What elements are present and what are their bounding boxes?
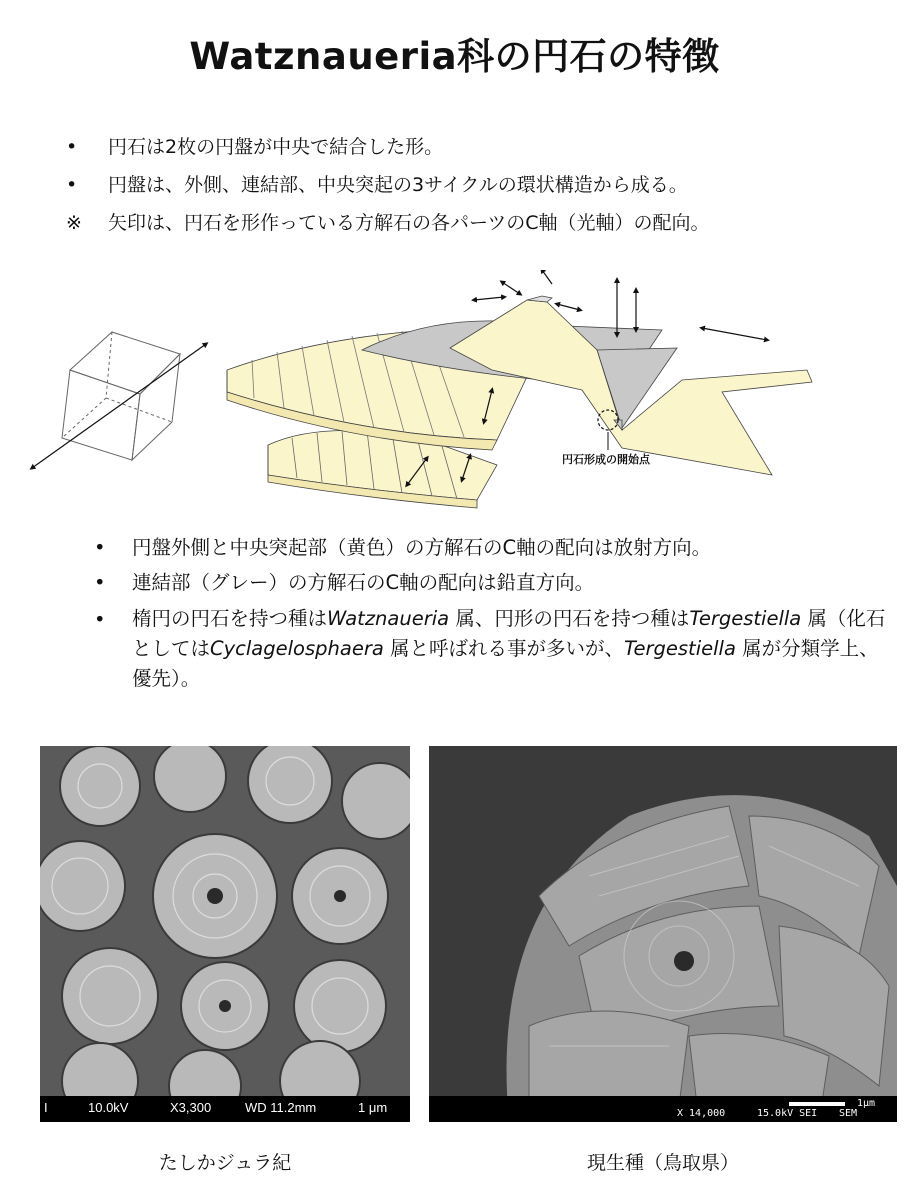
sem-info-text: X3,300: [170, 1100, 212, 1115]
text-segment: 属が分類学上、優先）。: [132, 637, 879, 690]
bullet: •: [94, 608, 106, 631]
page-title: Watznaueria科の円石の特徴: [189, 35, 720, 78]
list-item-text: 連結部（グレー）の方解石のC軸の配向は鉛直方向。: [132, 571, 595, 594]
text-segment: 楕円の円石を持つ種は: [132, 607, 328, 630]
list-item: [88, 565, 888, 600]
calcite-crystal-icon: [62, 332, 180, 460]
list-item: [60, 166, 900, 204]
genus-name: Tergestiella: [624, 637, 736, 660]
text-segment: 属（化石としては: [132, 607, 886, 660]
list-item: [60, 128, 900, 166]
genus-name: Watznaueria: [327, 607, 450, 630]
list-item-text: [132, 602, 888, 694]
bullet: •: [94, 536, 106, 559]
sem-info-text: SEM: [839, 1108, 858, 1119]
sem-info-text: I: [44, 1100, 48, 1115]
list-item-text: 円石は2枚の円盤が中央で結合した形。: [108, 136, 444, 158]
text-segment: 属、円形の円石を持つ種は: [449, 607, 690, 630]
bullet: •: [66, 136, 78, 158]
sem-info-text: 10.0kV: [88, 1100, 129, 1115]
text-segment: 属と呼ばれる事が多いが、: [383, 637, 624, 660]
list-item-text: 円盤は、外側、連結部、中央突起の3サイクルの環状構造から成る。: [108, 174, 688, 196]
sem-image: [40, 746, 410, 1122]
reference-mark: ※: [66, 212, 82, 234]
genus-name: Tergestiella: [689, 607, 802, 630]
coccolith-structure-diagram: [22, 270, 822, 510]
sem-image: [429, 746, 897, 1122]
sem-info-bar: [40, 1096, 410, 1122]
nucleation-point-label: 円石形成の開始点: [562, 453, 650, 466]
bullet: •: [94, 571, 106, 594]
scale-bar: [789, 1102, 845, 1106]
sem-info-text: 15.0kV SEI: [757, 1108, 818, 1119]
bullet: •: [66, 174, 78, 196]
genus-name: Cyclagelosphaera: [210, 637, 384, 660]
list-item-text: 矢印は、円石を形作っている方解石の各パーツのC軸（光軸）の配向。: [108, 212, 710, 234]
list-item: [60, 204, 900, 242]
list-item: [88, 530, 888, 565]
c-axis-arrow: [32, 344, 206, 468]
sem-info-text: X 14,000: [677, 1108, 726, 1119]
sem-info-bar: [429, 1096, 897, 1122]
sem-info-text: WD 11.2mm: [245, 1100, 317, 1115]
scale-label: 1 μm: [358, 1100, 388, 1115]
list-item: [88, 602, 888, 694]
sem-photo-modern: [429, 746, 897, 1122]
notes-list: [88, 530, 888, 694]
scale-label: 1μm: [857, 1098, 876, 1109]
list-item-text: 円盤外側と中央突起部（黄色）の方解石のC軸の配向は放射方向。: [132, 536, 712, 559]
intro-list: [60, 128, 900, 242]
photo-caption-left: たしかジュラ紀: [158, 1152, 292, 1174]
sem-photo-fossil: [40, 746, 410, 1122]
photo-caption-right: 現生種（鳥取県）: [586, 1152, 739, 1174]
